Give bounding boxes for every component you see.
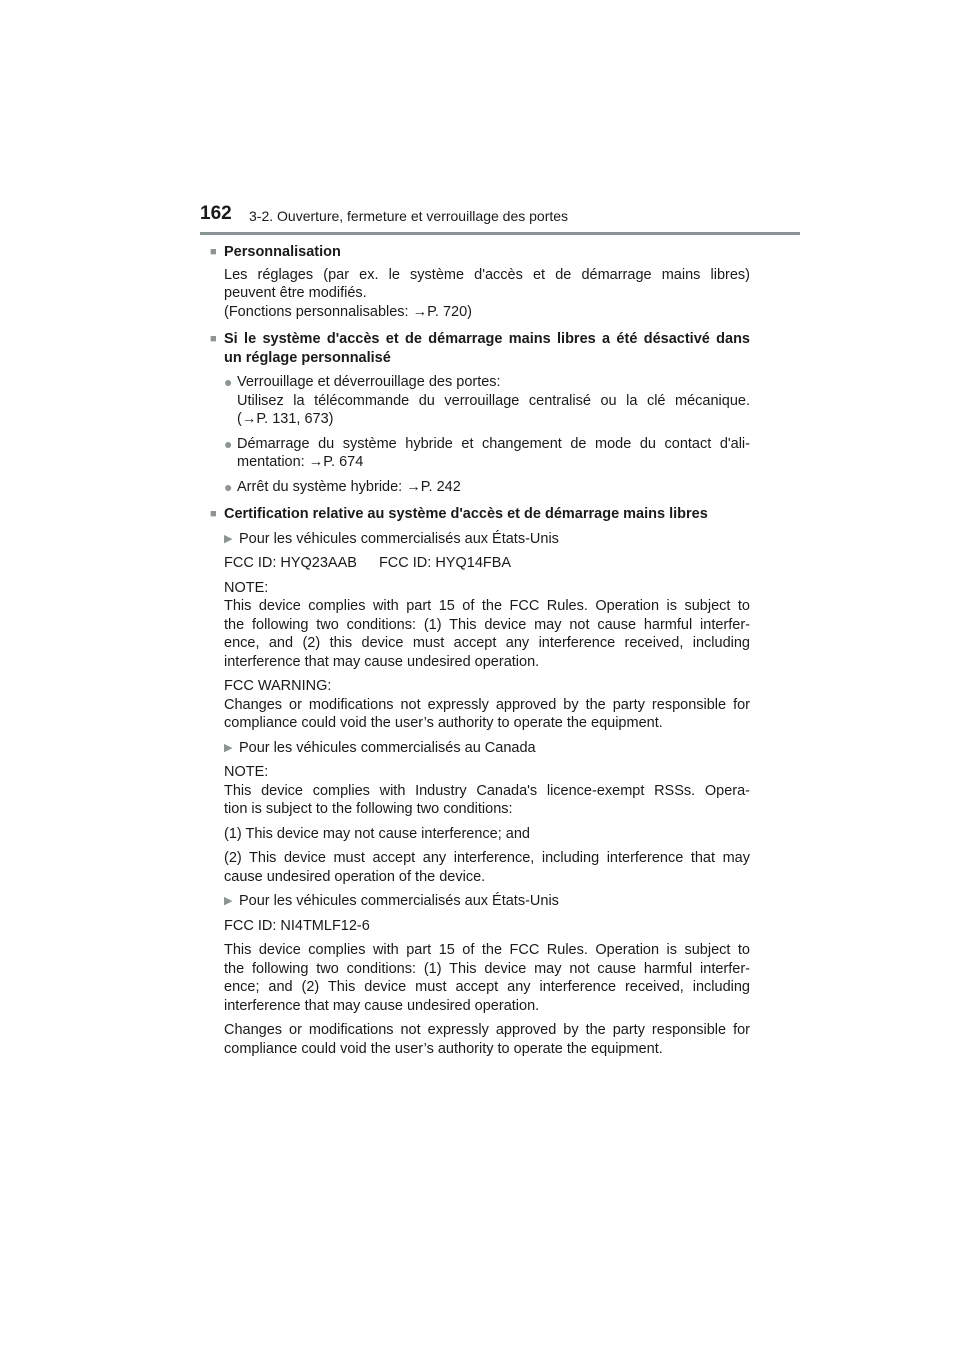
- text-line: (2) This device must accept any interference, including interference that may: [224, 850, 750, 866]
- text-line: Changes or modifications not expressly approved by the party responsible for: [224, 1022, 750, 1038]
- subsection-label: Pour les véhicules commercialisés aux États-Unis: [239, 893, 559, 909]
- page-header: [0, 0, 960, 240]
- page-number: 162: [200, 203, 232, 224]
- list-item: [210, 435, 750, 472]
- condition-block: [210, 825, 750, 844]
- list-item: [210, 373, 750, 429]
- square-bullet-icon: ■: [210, 333, 217, 345]
- circle-bullet-icon: ●: [224, 478, 233, 495]
- heading-text: un réglage personnalisé: [224, 349, 391, 366]
- subsection-label: Pour les véhicules commercialisés au Canada: [239, 739, 536, 756]
- heading-text: Si le système d'accès et de démarrage mains libres a été désactivé dans: [224, 331, 750, 347]
- warning-block: [210, 677, 750, 733]
- condition-block: [210, 849, 750, 886]
- heading-text: Certification relative au système d'accès et de démarrage mains libres: [224, 506, 708, 522]
- subsection-label: Pour les véhicules commercialisés aux États-Unis: [239, 530, 559, 547]
- fcc-id-row: [210, 554, 750, 573]
- text-line: mentation: →P. 674: [237, 454, 364, 470]
- fcc-id: FCC ID: HYQ23AAB: [224, 555, 357, 571]
- fcc-id-block: [210, 917, 750, 936]
- text-line: the following two conditions: (1) This device may not cause harmful interfer-: [224, 960, 750, 977]
- circle-bullet-icon: ●: [224, 435, 233, 452]
- text-line: (→P. 131, 673): [237, 411, 334, 427]
- text-line: ence, and (2) this device must accept any interference received, including: [224, 635, 750, 651]
- text-line: interference that may cause undesired operation.: [224, 653, 540, 670]
- square-bullet-icon: ■: [210, 508, 217, 520]
- text-line: Arrêt du système hybride: →P. 242: [237, 478, 461, 495]
- text-line: (Fonctions personnalisables: →P. 720): [224, 303, 472, 320]
- text-line: Changes or modifications not expressly approved by the party responsible for: [224, 696, 750, 713]
- text-line: compliance could void the user’s authority to operate the equipment.: [224, 715, 663, 731]
- text-line: Démarrage du système hybride et changement de mode du contact d'ali-: [237, 435, 750, 452]
- text-line: This device complies with part 15 of the FCC Rules. Operation is subject to: [224, 598, 750, 614]
- text-line: Les réglages (par ex. le système d'accès et de démarrage mains libres): [224, 266, 750, 283]
- text-line: Utilisez la télécommande du verrouillage centralisé ou la clé mécanique.: [237, 392, 750, 409]
- compliance-block: [210, 941, 750, 1015]
- note-title: NOTE:: [224, 764, 269, 780]
- heading-text: Personnalisation: [224, 244, 341, 260]
- subsection-usa-1: [210, 530, 750, 549]
- subsection-canada: [210, 739, 750, 758]
- text-line: tion is subject to the following two conditions:: [224, 801, 513, 817]
- fcc-id: FCC ID: NI4TMLF12-6: [224, 917, 370, 934]
- text-line: the following two conditions: (1) This device may not cause harmful interfer-: [224, 616, 750, 633]
- text-line: peuvent être modifiés.: [224, 285, 367, 301]
- note-block: [210, 579, 750, 672]
- header-divider: [200, 232, 800, 235]
- text-line: Verrouillage et déverrouillage des portes:: [237, 374, 501, 390]
- compliance-block: [210, 1021, 750, 1058]
- page-content: [210, 243, 750, 1058]
- heading-certification: [210, 505, 750, 524]
- paragraph: [210, 266, 750, 322]
- triangle-arrow-icon: ▶: [224, 741, 233, 754]
- note-title: NOTE:: [224, 579, 269, 596]
- text-line: compliance could void the user’s authority to operate the equipment.: [224, 1040, 663, 1057]
- fcc-id: FCC ID: HYQ14FBA: [378, 555, 512, 571]
- triangle-arrow-icon: ▶: [224, 895, 233, 907]
- circle-bullet-icon: ●: [224, 374, 233, 390]
- text-line: cause undesired operation of the device.: [224, 868, 486, 885]
- heading-desactive: [210, 330, 750, 367]
- text-line: This device complies with Industry Canada's licence-exempt RSSs. Opera-: [224, 782, 750, 799]
- square-bullet-icon: ■: [210, 246, 217, 258]
- triangle-arrow-icon: ▶: [224, 532, 233, 545]
- text-line: (1) This device may not cause interference; and: [224, 825, 531, 842]
- list-item: [210, 478, 750, 497]
- text-line: interference that may cause undesired operation.: [224, 997, 540, 1014]
- text-line: ence; and (2) This device must accept any interference received, including: [224, 979, 750, 995]
- section-title: 3-2. Ouverture, fermeture et verrouillage des portes: [249, 208, 569, 224]
- text-line: This device complies with part 15 of the FCC Rules. Operation is subject to: [224, 942, 750, 958]
- subsection-usa-2: [210, 892, 750, 911]
- note-block: [210, 763, 750, 819]
- heading-personnalisation: [210, 243, 750, 262]
- warning-title: FCC WARNING:: [224, 678, 332, 694]
